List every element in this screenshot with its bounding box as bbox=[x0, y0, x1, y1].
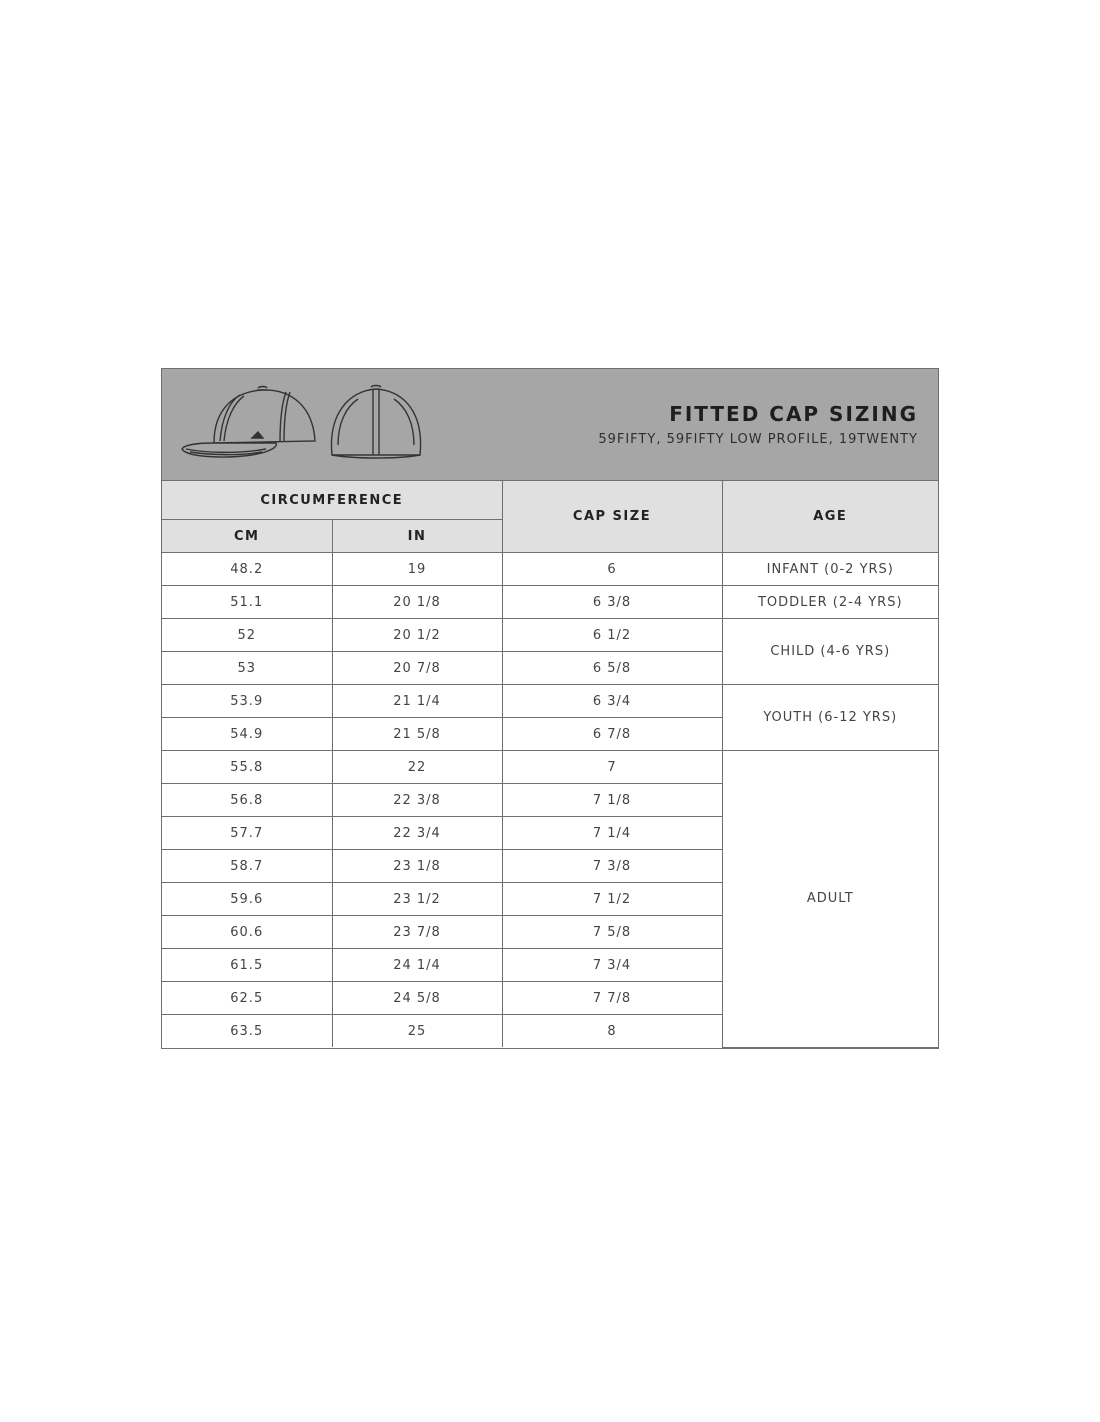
cm-cell: 57.7 bbox=[162, 817, 332, 850]
in-cell: 24 5/8 bbox=[332, 982, 502, 1015]
age-header: AGE bbox=[722, 481, 938, 553]
cap-size-cell: 7 3/8 bbox=[502, 850, 722, 883]
cap-illustrations bbox=[180, 383, 440, 465]
age-cell: CHILD (4-6 YRS) bbox=[722, 619, 938, 685]
age-cell: YOUTH (6-12 YRS) bbox=[722, 685, 938, 751]
cap-size-header: CAP SIZE bbox=[502, 481, 722, 553]
cap-size-cell: 7 5/8 bbox=[502, 916, 722, 949]
in-header: IN bbox=[332, 520, 502, 553]
cm-cell: 54.9 bbox=[162, 718, 332, 751]
table-row bbox=[162, 751, 938, 784]
age-cell: TODDLER (2-4 YRS) bbox=[722, 586, 938, 619]
cm-cell: 52 bbox=[162, 619, 332, 652]
size-table bbox=[162, 481, 938, 1048]
in-cell: 21 1/4 bbox=[332, 685, 502, 718]
circumference-header: CIRCUMFERENCE bbox=[162, 481, 502, 520]
chart-title: FITTED CAP SIZING bbox=[669, 402, 918, 426]
chart-banner bbox=[162, 369, 938, 481]
in-cell: 23 1/2 bbox=[332, 883, 502, 916]
in-cell: 20 7/8 bbox=[332, 652, 502, 685]
sizing-chart bbox=[161, 368, 939, 1049]
table-row bbox=[162, 586, 938, 619]
title-block bbox=[598, 402, 918, 447]
in-cell: 20 1/8 bbox=[332, 586, 502, 619]
cm-cell: 58.7 bbox=[162, 850, 332, 883]
cap-size-cell: 6 3/4 bbox=[502, 685, 722, 718]
cap-size-cell: 6 bbox=[502, 553, 722, 586]
cap-size-cell: 6 7/8 bbox=[502, 718, 722, 751]
cm-header: CM bbox=[162, 520, 332, 553]
table-row bbox=[162, 685, 938, 718]
in-cell: 21 5/8 bbox=[332, 718, 502, 751]
cm-cell: 60.6 bbox=[162, 916, 332, 949]
cap-side-view-icon bbox=[182, 387, 315, 458]
cm-cell: 55.8 bbox=[162, 751, 332, 784]
chart-subtitle: 59FIFTY, 59FIFTY LOW PROFILE, 19TWENTY bbox=[598, 432, 918, 447]
in-cell: 20 1/2 bbox=[332, 619, 502, 652]
cm-cell: 51.1 bbox=[162, 586, 332, 619]
cap-size-cell: 7 3/4 bbox=[502, 949, 722, 982]
cm-cell: 63.5 bbox=[162, 1015, 332, 1048]
age-cell: INFANT (0-2 YRS) bbox=[722, 553, 938, 586]
cm-cell: 48.2 bbox=[162, 553, 332, 586]
cap-size-cell: 6 5/8 bbox=[502, 652, 722, 685]
cap-size-cell: 7 1/8 bbox=[502, 784, 722, 817]
cap-back-view-icon bbox=[331, 386, 420, 459]
cap-size-cell: 7 bbox=[502, 751, 722, 784]
in-cell: 23 1/8 bbox=[332, 850, 502, 883]
cm-cell: 53 bbox=[162, 652, 332, 685]
cap-size-cell: 8 bbox=[502, 1015, 722, 1048]
in-cell: 22 bbox=[332, 751, 502, 784]
age-cell: ADULT bbox=[722, 751, 938, 1048]
cm-cell: 56.8 bbox=[162, 784, 332, 817]
cm-cell: 62.5 bbox=[162, 982, 332, 1015]
cap-size-cell: 6 3/8 bbox=[502, 586, 722, 619]
in-cell: 25 bbox=[332, 1015, 502, 1048]
table-row bbox=[162, 553, 938, 586]
in-cell: 22 3/4 bbox=[332, 817, 502, 850]
cap-size-cell: 7 7/8 bbox=[502, 982, 722, 1015]
cm-cell: 53.9 bbox=[162, 685, 332, 718]
cap-size-cell: 7 1/4 bbox=[502, 817, 722, 850]
in-cell: 19 bbox=[332, 553, 502, 586]
in-cell: 23 7/8 bbox=[332, 916, 502, 949]
cm-cell: 61.5 bbox=[162, 949, 332, 982]
table-row bbox=[162, 619, 938, 652]
cap-size-cell: 6 1/2 bbox=[502, 619, 722, 652]
in-cell: 22 3/8 bbox=[332, 784, 502, 817]
cap-size-cell: 7 1/2 bbox=[502, 883, 722, 916]
cm-cell: 59.6 bbox=[162, 883, 332, 916]
in-cell: 24 1/4 bbox=[332, 949, 502, 982]
